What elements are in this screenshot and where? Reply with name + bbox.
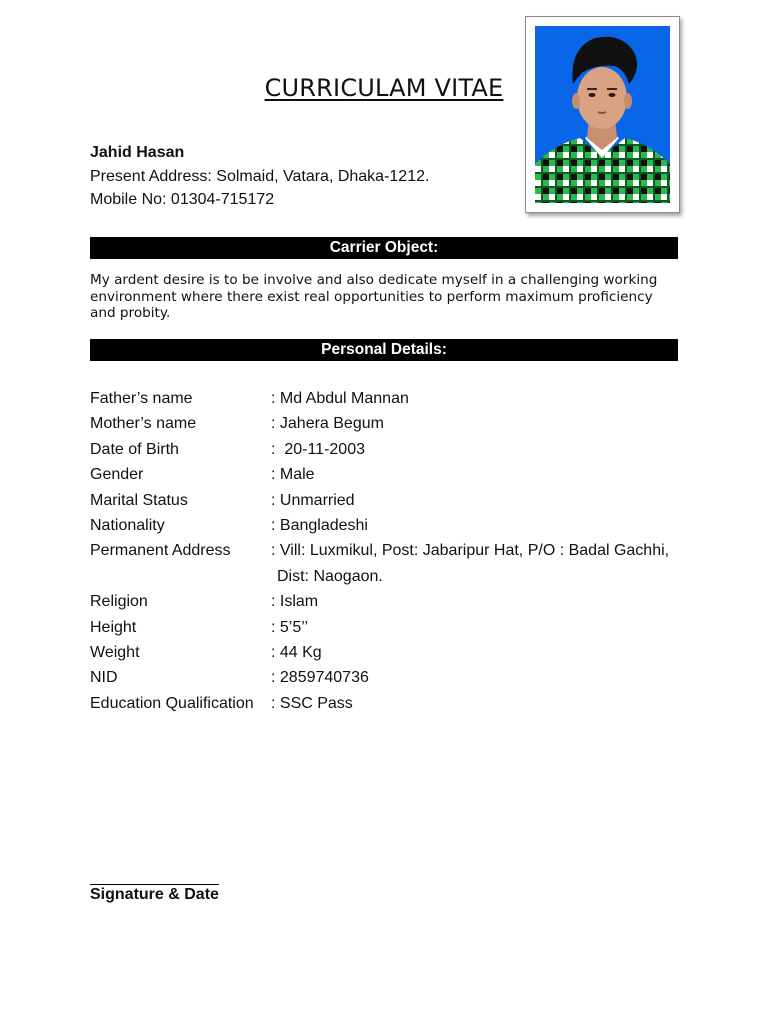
- contact-info: [90, 141, 429, 212]
- detail-value-multiline: [271, 538, 681, 589]
- personal-details-heading: Personal Details:: [90, 339, 678, 361]
- permanent-address-line-2: Dist: Naogaon.: [277, 567, 383, 585]
- detail-value: : Male: [271, 466, 315, 484]
- detail-row: [90, 665, 681, 690]
- detail-label: Father’s name: [90, 390, 193, 407]
- detail-value: : Md Abdul Mannan: [271, 390, 409, 407]
- detail-row: [90, 538, 681, 589]
- detail-value: : Unmarried: [271, 491, 355, 509]
- detail-value: : Bangladeshi: [271, 517, 368, 535]
- detail-label: Religion: [90, 593, 148, 611]
- detail-label: NID: [90, 669, 118, 687]
- detail-row: [90, 691, 681, 716]
- detail-label: Marital Status: [90, 491, 188, 509]
- detail-value: : SSC Pass: [271, 694, 353, 712]
- personal-details-list: [90, 386, 681, 716]
- document-title: CURRICULAM VITAE: [264, 74, 504, 102]
- detail-value: : Jahera Begum: [271, 415, 384, 433]
- detail-label: Gender: [90, 466, 144, 484]
- career-objective-heading: Carrier Object:: [90, 237, 678, 259]
- detail-row: [90, 386, 681, 411]
- detail-row: [90, 488, 681, 513]
- signature-date-line: Signature & Date: [90, 886, 219, 903]
- candidate-name: Jahid Hasan: [90, 144, 185, 161]
- detail-label: Education Qualification: [90, 694, 254, 712]
- detail-label: Weight: [90, 644, 140, 662]
- detail-label: Nationality: [90, 517, 165, 535]
- detail-value: : Islam: [271, 593, 319, 611]
- detail-value: : 5’5’’: [271, 618, 309, 636]
- detail-label: Permanent Address: [90, 542, 231, 560]
- detail-value: : 20-11-2003: [271, 440, 365, 458]
- detail-row: [90, 437, 681, 462]
- profile-photo: [525, 16, 680, 213]
- career-objective-text: My ardent desire is to be involve and also dedicate myself in a challenging working environment where there exist real opportunities to perform maximum proficiency and probity.: [90, 272, 658, 321]
- detail-value: : 44 Kg: [271, 644, 322, 662]
- detail-row: [90, 513, 681, 538]
- detail-row: [90, 589, 681, 614]
- detail-value: : 2859740736: [271, 669, 369, 687]
- detail-row: [90, 411, 681, 436]
- detail-label: Date of Birth: [90, 440, 179, 458]
- detail-row: [90, 640, 681, 665]
- profile-photo-image: [535, 26, 670, 203]
- present-address: Present Address: Solmaid, Vatara, Dhaka-1212.: [90, 167, 430, 185]
- detail-label: Mother’s name: [90, 415, 197, 433]
- detail-row: [90, 615, 681, 640]
- mobile-number: Mobile No: 01304-715172: [90, 191, 275, 208]
- detail-label: Height: [90, 618, 137, 636]
- permanent-address-line-1: : Vill: Luxmikul, Post: Jabaripur Hat, P/O : Badal Gachhi,: [271, 542, 670, 560]
- detail-row: [90, 462, 681, 487]
